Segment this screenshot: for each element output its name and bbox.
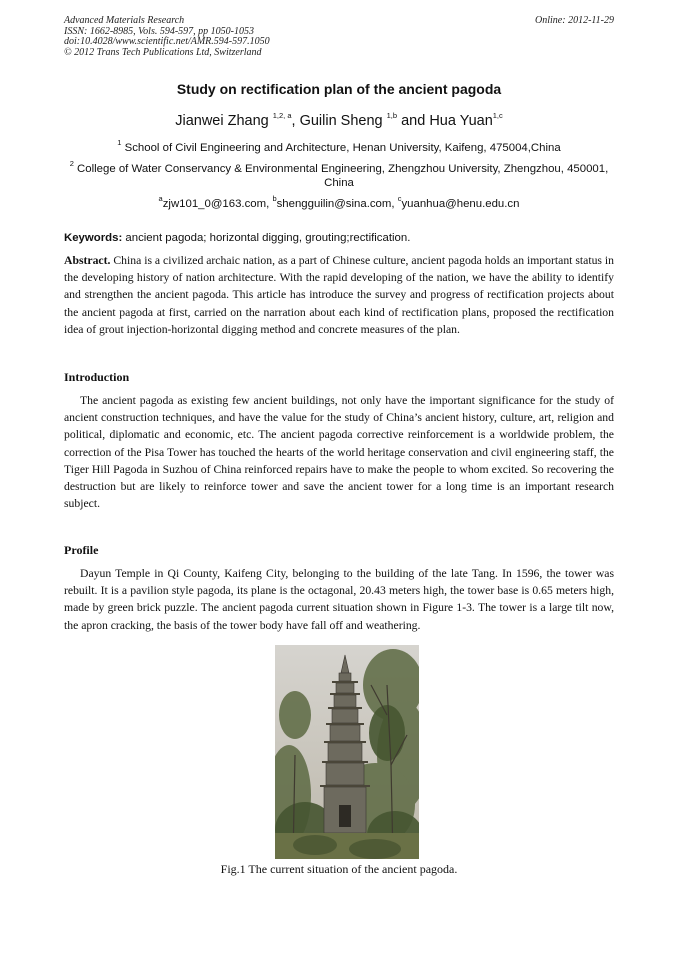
abstract-paragraph xyxy=(64,252,614,338)
author-affil-marker: 1,b xyxy=(386,111,398,120)
author-name: Hua Yuan xyxy=(429,112,493,129)
keywords-label: Keywords: xyxy=(64,232,123,244)
abstract-text: China is a civilized archaic nation, as a part of Chinese culture, ancient pagoda holds an important status in the developing history of nation architecture. With the rapid developing of the nation, we have the ability to identify and strengthen the ancient pagoda. This article has introduce the survey and progress of rectification projects about the ancient pagoda at first, carried on the narration about each kind of rectification plans, proposed the rectification idea of grout injection-horizontal digging method and concrete measures of the plan. xyxy=(64,254,614,336)
author-name: Jianwei Zhang xyxy=(175,112,269,129)
email-marker: b xyxy=(272,194,277,203)
author-list xyxy=(0,112,678,129)
profile-paragraph: Dayun Temple in Qi County, Kaifeng City, belonging to the building of the late Tang. In 1596, the tower was rebuilt. It is a pavilion style pagoda, its plane is the octagonal, 20.43 meters high, the tower base is 0.65 meters high, made by green brick puzzle. The ancient pagoda current situation shown in Figure 1-3. The tower is a large tilt now, the apron cracking, the basis of the tower body have fall off and weathering. xyxy=(64,567,614,632)
paper-title: Study on rectification plan of the ancient pagoda xyxy=(176,81,502,97)
email-marker: c xyxy=(397,194,402,203)
pagoda-photo-illustration xyxy=(275,645,419,859)
doi-line[interactable]: doi:10.4028/www.scientific.net/AMR.594-597.1050 xyxy=(64,36,270,48)
affiliation-number: 2 xyxy=(69,159,74,168)
keywords-text: ancient pagoda; horizontal digging, grouting;rectification. xyxy=(122,232,411,244)
figure-caption: Fig.1 The current situation of the ancient pagoda. xyxy=(220,862,458,876)
keywords-line xyxy=(64,232,614,244)
introduction-paragraph: The ancient pagoda as existing few ancient buildings, not only have the important significance for the study of ancient construction techniques, and have the value for the study of China’s ancient history, culture, art, religion and political, diplomatic and economic, etc. The ancient pagoda corrective reinforcement is a worldwide problem, the correction of the Pisa Tower has touched the hearts of the world heritage conservation and civil engineering staff, the Tiger Hill Pagoda in Suzhou of China reinforced repairs have to make the people to whom excited. So recovering the destruction but are likely to reinforce tower and save the ancient tower for a long time is an important research subject. xyxy=(64,394,614,511)
affiliation-text: School of Civil Engineering and Architecture, Henan University, Kaifeng, 475004,China xyxy=(121,141,561,154)
online-date: Online: 2012-11-29 xyxy=(535,15,614,26)
email-marker: a xyxy=(158,194,163,203)
email-address[interactable]: yuanhua@henu.edu.cn xyxy=(401,197,520,210)
journal-name: Advanced Materials Research xyxy=(64,15,185,26)
author-separator: and xyxy=(397,112,430,129)
pagoda-photo xyxy=(275,645,419,859)
email-address[interactable]: zjw101_0@163.com, xyxy=(162,197,273,210)
author-emails xyxy=(0,195,678,210)
journal-header xyxy=(64,16,270,58)
issn-line: ISSN: 1662-8985, Vols. 594-597, pp 1050-1053 xyxy=(64,25,254,37)
abstract-label: Abstract. xyxy=(64,254,111,267)
author-name: Guilin Sheng xyxy=(299,112,383,129)
affiliation-2 xyxy=(64,158,614,191)
copyright-line: © 2012 Trans Tech Publications Ltd, Switzerland xyxy=(64,46,262,58)
introduction-heading: Introduction xyxy=(64,370,130,384)
email-address[interactable]: shengguilin@sina.com, xyxy=(276,197,398,210)
affiliation-1 xyxy=(64,137,614,155)
author-affil-marker: 1,c xyxy=(492,111,503,120)
profile-heading: Profile xyxy=(64,543,99,557)
affiliation-number: 1 xyxy=(117,138,122,147)
author-separator: , xyxy=(291,112,300,129)
author-affil-marker: 1,2, a xyxy=(272,111,292,120)
affiliation-text: College of Water Conservancy & Environmental Engineering, Zhengzhou University, Zhengzhou, 450001, China xyxy=(73,162,609,190)
